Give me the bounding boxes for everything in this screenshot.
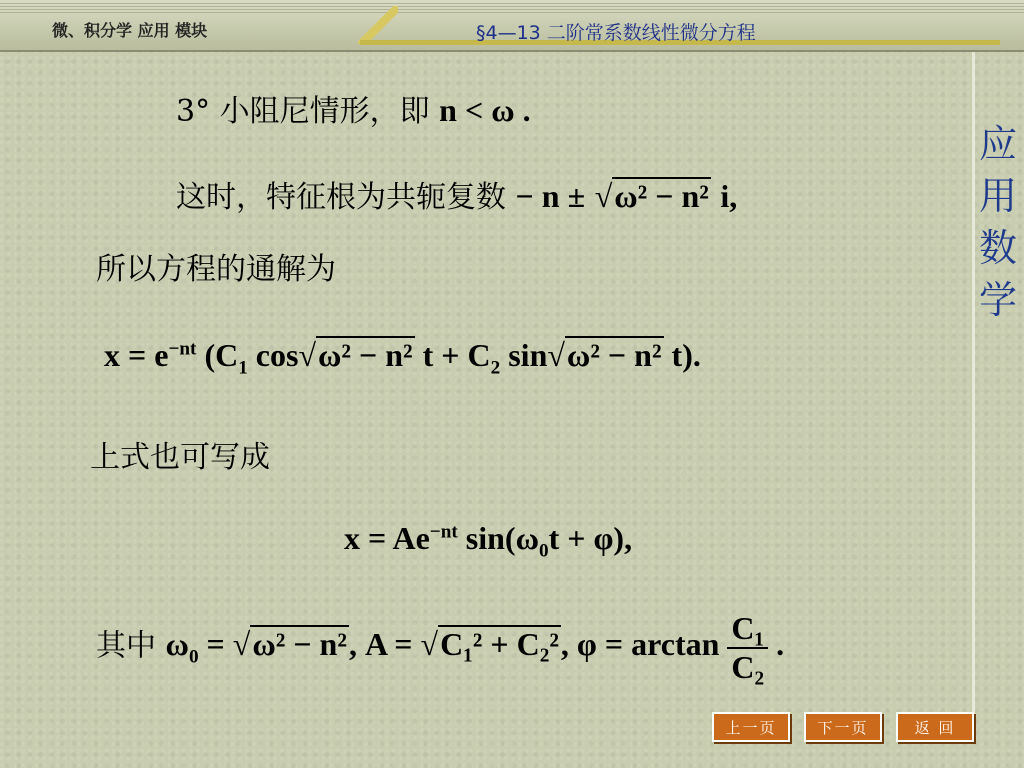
general-solution-formula: $x = e^{-nt}$ ($C_1$ cos√ω² − n² $t + C_2$ sin√ω² − n² t). [104,337,701,379]
alt-sin: sin(ω [465,520,539,556]
side-divider [972,52,975,742]
def-omega0: ω [165,626,189,663]
header-bar [0,0,1024,52]
definitions-label: 其中 [96,628,156,664]
alt-end: t + φ), [548,520,633,556]
alt-sub: 0 [538,540,549,562]
alternative-formula [344,520,632,562]
gs-t1: t + C [422,337,491,373]
def-fraction [727,610,768,686]
gs-cos: cos [255,337,299,373]
side-char-2: 用 [978,174,1017,218]
def-A: , A = [348,626,421,663]
module-title: 微、积分学 应用 模块 [52,21,208,40]
prev-page-button[interactable]: 上一页 [712,712,790,742]
def-phi: , φ = arctan [560,626,720,663]
section-title: §4—13 二阶常系数线性微分方程 [476,22,756,44]
def-sqrt-1: ω² − n² [252,626,347,663]
case-label: 3° 小阻尼情形，即 [176,94,430,129]
root-sqrt: ω² − n² [614,178,709,214]
alternative-intro: 上式也可写成 [90,440,270,475]
header-slash-decoration [358,6,398,44]
root-suffix: i, [720,178,738,214]
gs-sqrt-2: ω² − n² [566,337,662,373]
gs-c1: (C [204,337,239,373]
side-char-4: 学 [978,278,1017,322]
header-stripes [0,3,1024,13]
alt-lhs: x = Ae [344,520,430,556]
def-sqrt-2: C₁² + C₂² [440,626,559,663]
alt-exp: −nt [429,521,458,543]
gs-sin: sin [508,337,548,373]
root-prefix: − n ± [515,178,586,214]
def-end: . [776,626,785,663]
gs-exp: −nt [168,338,197,360]
case-heading [176,86,531,130]
next-page-button[interactable]: 下一页 [804,712,882,742]
side-char-1: 应 [978,122,1017,166]
gs-t2: t). [671,337,701,373]
side-label [976,118,1020,326]
general-solution-intro: 所以方程的通解为 [96,252,336,287]
root-line: 这时，特征根为共轭复数 − n ± √ω² − n² i, [176,178,738,215]
case-condition: n < ω . [439,92,531,128]
side-char-3: 数 [978,226,1017,270]
def-eq: = [198,626,233,663]
frac-numerator: C₁ [727,610,768,649]
gs-lhs: x = e [104,337,169,373]
root-text: 这时，特征根为共轭复数 [176,180,506,215]
back-button[interactable]: 返 回 [896,712,974,742]
def-omega0-sub: 0 [188,646,199,668]
gs-sqrt-1: ω² − n² [318,337,413,373]
gs-c1-sub: 1 [238,357,248,379]
gs-c2-sub: 2 [490,357,501,379]
frac-denominator: C₂ [731,649,765,685]
slide-navigation [712,712,974,740]
definitions-line: 其中 $\omega_0 = √\omega^2 - n^2$, A = √C₁² + C₂², φ = arctan $\frac{\text{C₁}}{\text{C₂}}$ . [96,610,785,685]
